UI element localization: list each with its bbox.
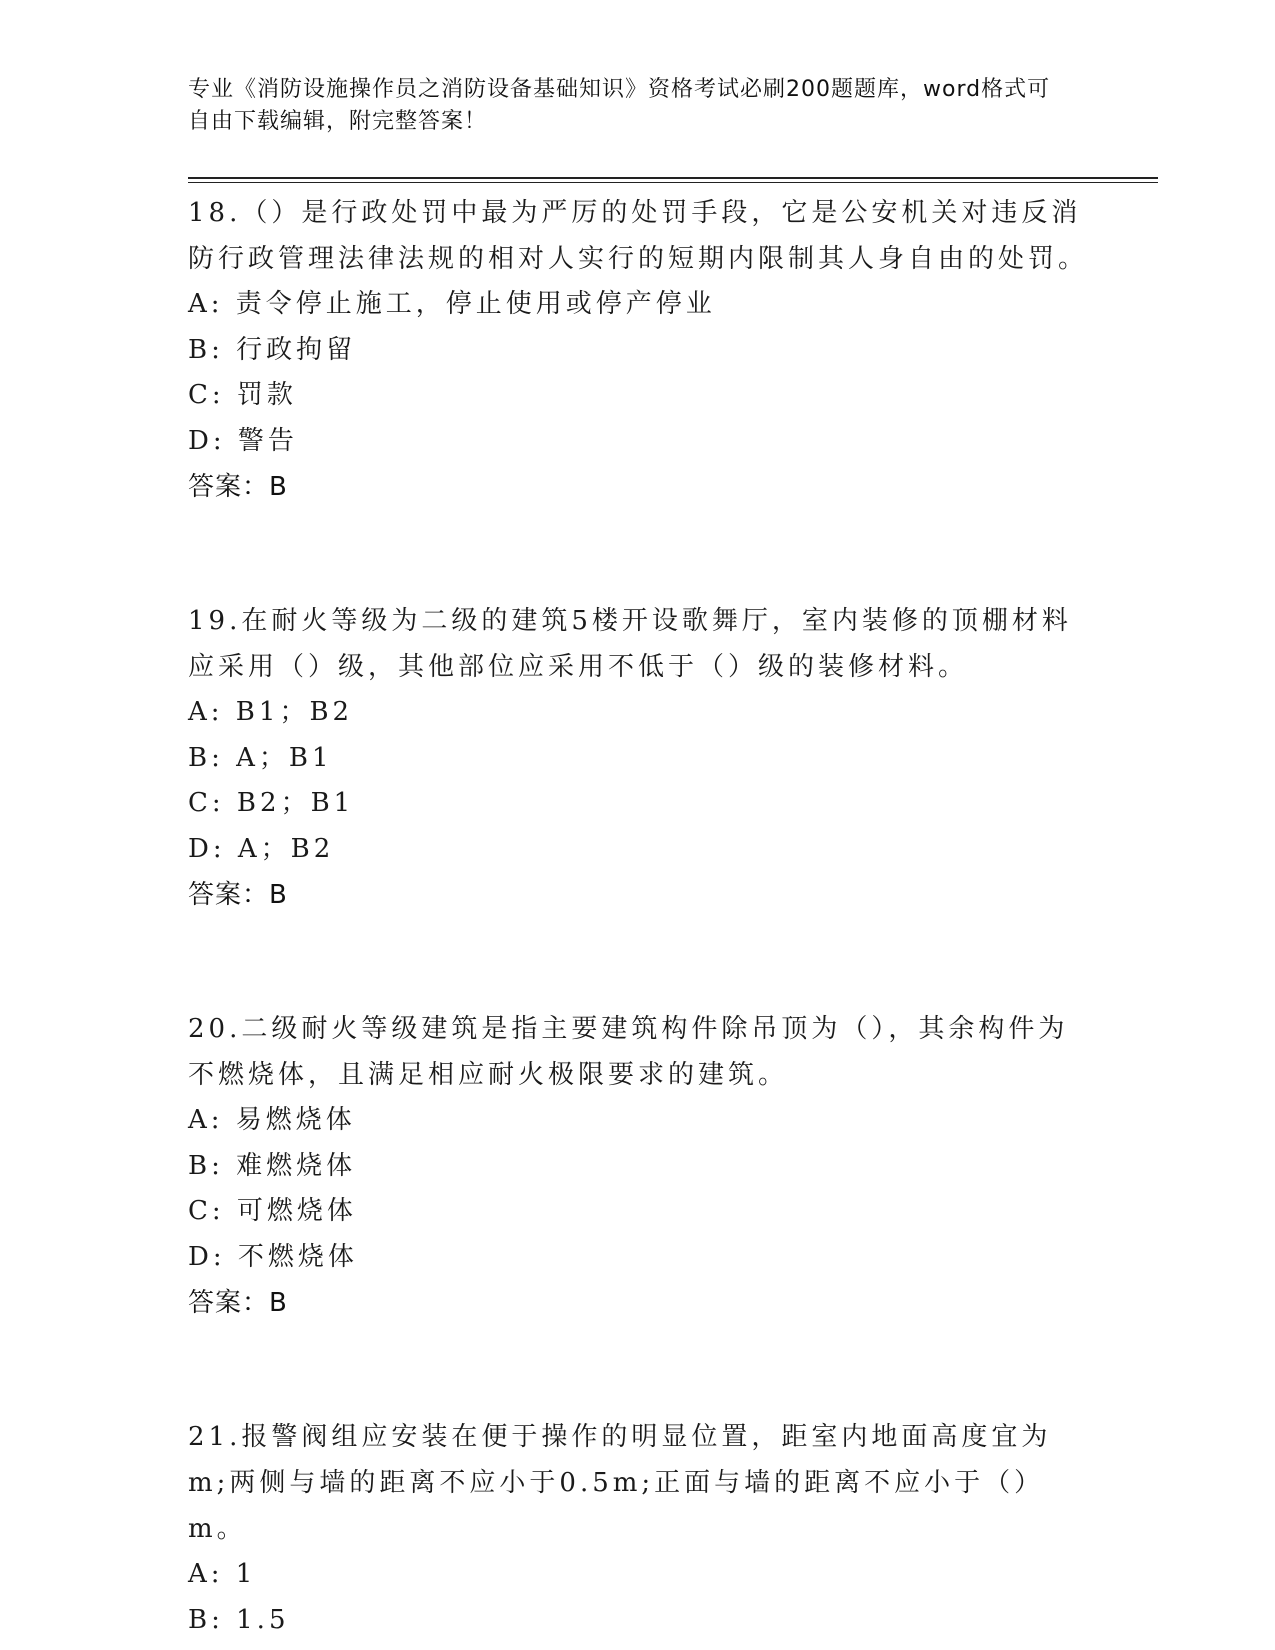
question-text: 19.在耐火等级为二级的建筑5楼开设歌舞厅，室内装修的顶棚材料应采用（）级，其他部位应采用不低于（）级的装修材料。: [188, 606, 1072, 682]
question-spacer: [188, 510, 1088, 598]
option-a: A: B1；B2: [188, 697, 354, 727]
option-b: B: 1.5: [188, 1604, 290, 1635]
option-b: B: 难燃烧体: [188, 1150, 357, 1181]
question-text: 21.报警阀组应安装在便于操作的明显位置，距室内地面高度宜为m;两侧与墙的距离不应小于0.5m;正面与墙的距离不应小于（）m。: [188, 1422, 1052, 1544]
answer-line: 答案：B: [188, 880, 288, 910]
option-d: D: 警告: [188, 425, 298, 456]
question-list: [188, 190, 1088, 1643]
option-b: B: A；B1: [188, 742, 333, 773]
question-18: [188, 190, 1088, 510]
option-c: C: B2；B1: [188, 788, 355, 818]
option-b: B: 行政拘留: [188, 334, 357, 365]
answer-line: 答案：B: [188, 472, 288, 502]
option-c: C: 可燃烧体: [188, 1196, 357, 1226]
option-a: A: 责令停止施工，停止使用或停产停业: [188, 289, 716, 319]
question-19: [188, 598, 1088, 918]
option-d: D: A；B2: [188, 833, 335, 864]
option-a: A: 1: [188, 1559, 257, 1589]
question-spacer: [188, 1326, 1088, 1414]
question-text: 18.（）是行政处罚中最为严厉的处罚手段，它是公安机关对违反消防行政管理法律法规的相对人实行的短期内限制其人身自由的处罚。: [188, 198, 1089, 274]
option-d: D: 不燃烧体: [188, 1241, 358, 1272]
question-spacer: [188, 918, 1088, 1006]
question-20: [188, 1006, 1088, 1326]
question-21: [188, 1414, 1088, 1643]
question-text: 20.二级耐火等级建筑是指主要建筑构件除吊顶为（），其余构件为不燃烧体，且满足相应耐火极限要求的建筑。: [188, 1014, 1069, 1090]
header-divider: [188, 177, 1158, 183]
option-c: C: 罚款: [188, 380, 297, 410]
option-a: A: 易燃烧体: [188, 1105, 356, 1135]
document-header: 专业《消防设施操作员之消防设备基础知识》资格考试必刷200题题库，word格式可自由下载编辑，附完整答案！: [188, 77, 1051, 134]
answer-line: 答案：B: [188, 1288, 288, 1318]
